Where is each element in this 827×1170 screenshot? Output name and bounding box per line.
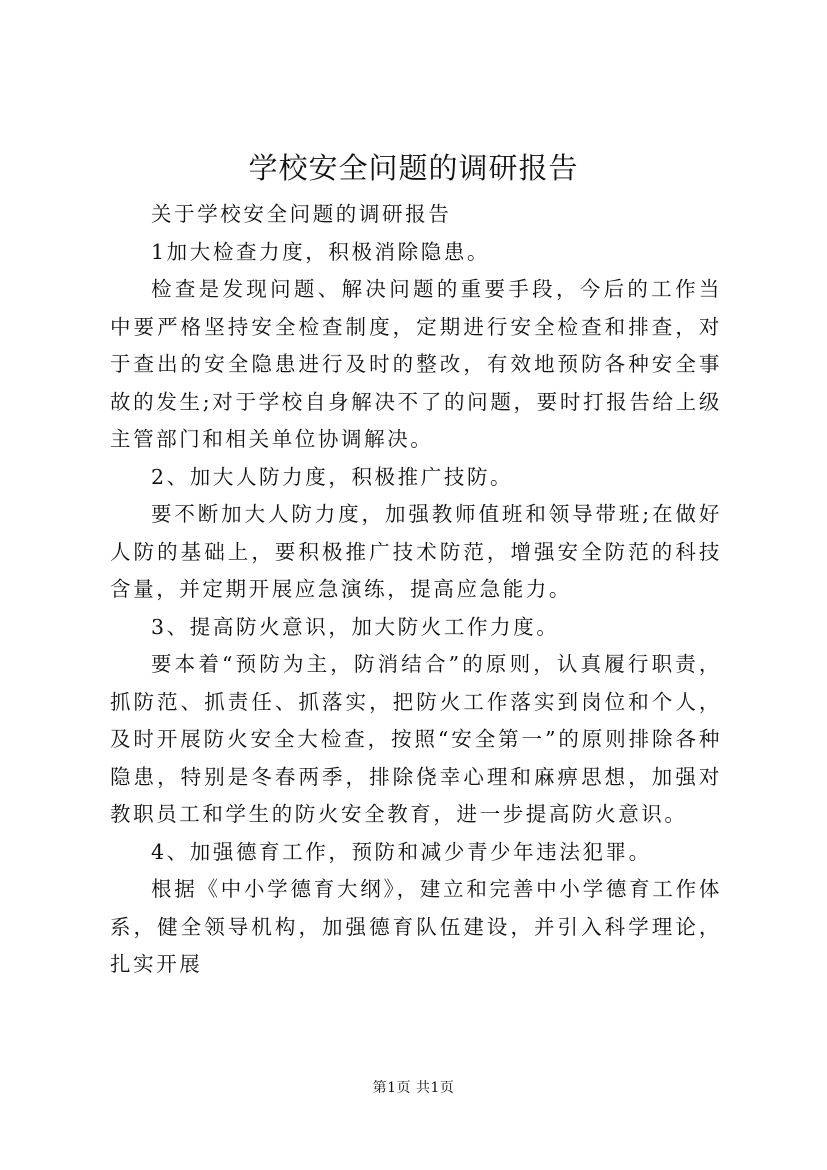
document-title: 学校安全问题的调研报告: [248, 151, 579, 185]
paragraph-subtitle: 关于学校安全问题的调研报告: [151, 202, 452, 226]
heading-item-4: 4、加强德育工作，预防和减少青少年违法犯罪。: [151, 839, 652, 864]
heading-item-2: 2、加大人防力度，积极推广技防。: [151, 464, 514, 489]
paragraph-item-2: 要不断加大人防力度，加强教师值班和领导带班;在做好人防的基础上，要积极推广技术防范，增强安全防范的科技含量，并定期开展应急演练，提高应急能力。: [110, 502, 722, 601]
page-footer: 第1页 共1页: [372, 1080, 455, 1096]
document-body: [110, 196, 722, 984]
paragraph-item-1: 检查是发现问题、解决问题的重要手段，今后的工作当中要严格坚持安全检查制度，定期进行安全检查和排查，对于查出的安全隐患进行及时的整改，有效地预防各种安全事故的发生;对于学校自身解决不了的问题，要时打报告给上级主管部门和相关单位协调解决。: [110, 277, 722, 451]
heading-item-1: 1加大检查力度，积极消除隐患。: [151, 239, 491, 264]
heading-item-3: 3、提高防火意识，加大防火工作力度。: [151, 614, 560, 639]
paragraph-item-4: 根据《中小学德育大纲》，建立和完善中小学德育工作体系，健全领导机构，加强德育队伍建设，并引入科学理论，扎实开展: [110, 877, 722, 976]
paragraph-item-3: 要本着“预防为主，防消结合”的原则，认真履行职责，抓防范、抓责任、抓落实，把防火工作落实到岗位和个人，及时开展防火安全大检查，按照“安全第一”的原则排除各种隐患，特别是冬春两季，排除侥幸心理和麻痹思想，加强对教职员工和学生的防火安全教育，进一步提高防火意识。: [110, 652, 722, 826]
